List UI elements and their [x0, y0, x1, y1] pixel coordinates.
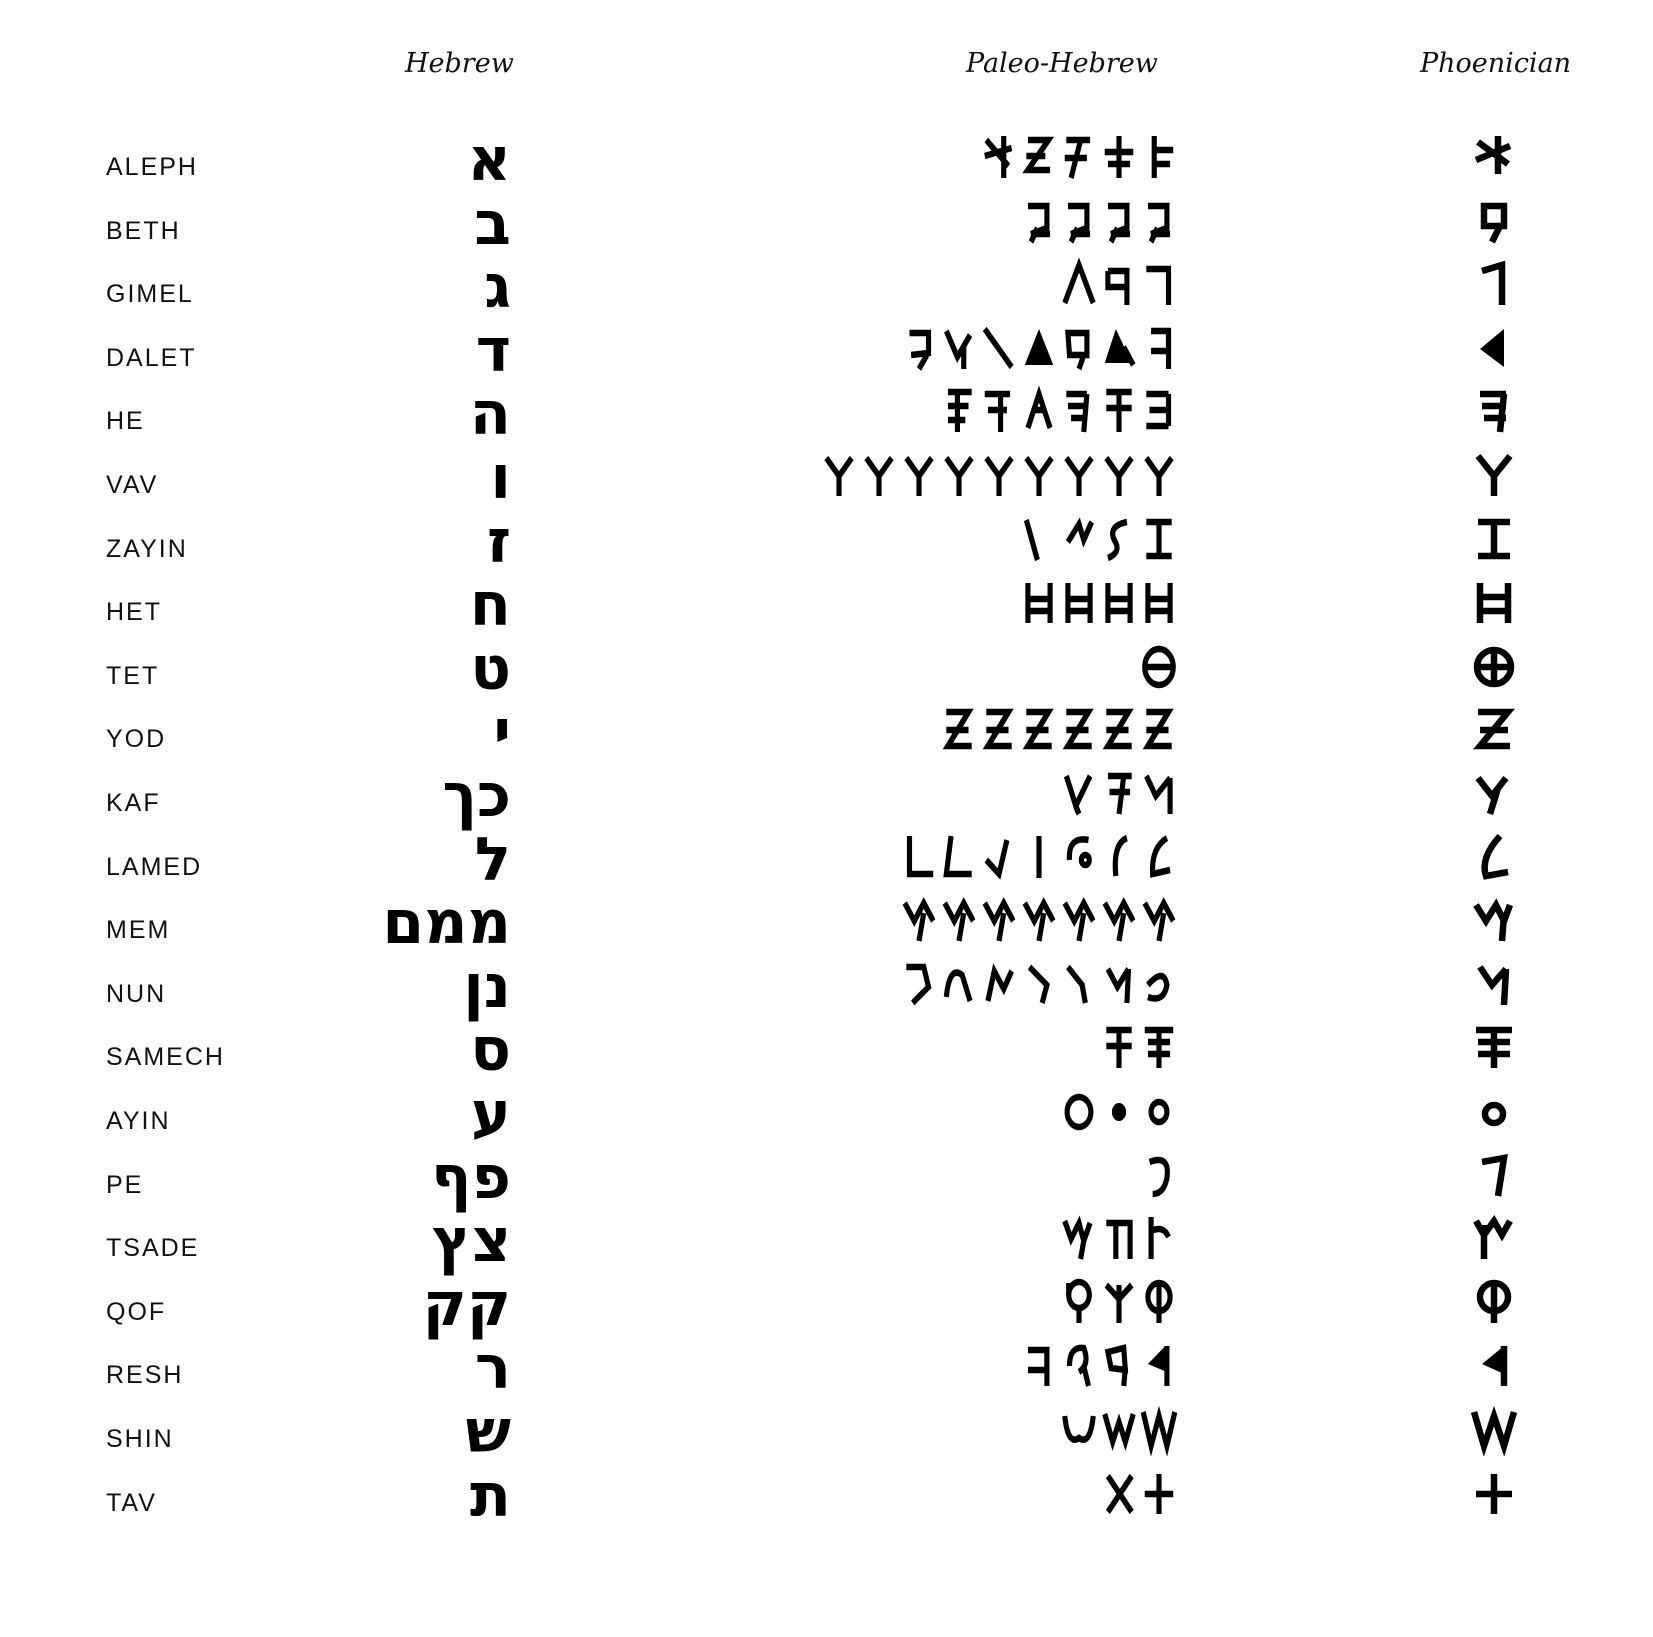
- paleo-hebrew-variants: [1060, 766, 1178, 820]
- phoenician-letter: [1470, 639, 1518, 693]
- paleo-hebrew-variants: [1060, 1402, 1178, 1456]
- phoenician-letter: [1470, 512, 1518, 566]
- paleo-hebrew-variants: [980, 130, 1178, 184]
- letter-row-mem: [0, 888, 1653, 958]
- letter-row-kaf: [0, 761, 1653, 831]
- paleo-glyph-he-6: [1146, 394, 1168, 426]
- paleo-glyph-ayin-1: [1067, 1097, 1091, 1127]
- letter-name: QOF: [106, 1298, 167, 1326]
- paleo-glyph-nun-4: [1030, 967, 1047, 1003]
- paleo-hebrew-variants: [940, 384, 1178, 438]
- paleo-hebrew-variants: [1060, 1211, 1178, 1265]
- letter-name: ALEPH: [106, 153, 198, 181]
- paleo-glyph-he-5: [1106, 392, 1131, 432]
- letter-row-lamed: [0, 825, 1653, 895]
- letter-name: MEM: [106, 916, 171, 944]
- paleo-glyph-yod-5: [1106, 712, 1131, 746]
- paleo-glyph-lamed-3: [986, 840, 1007, 874]
- letter-name: SHIN: [106, 1425, 174, 1453]
- paleo-glyph-nun-7: [1148, 976, 1167, 999]
- letter-row-beth: [0, 189, 1653, 259]
- paleo-hebrew-variants: [1140, 1148, 1178, 1202]
- hebrew-letter: ט: [470, 634, 511, 704]
- paleo-hebrew-variants: [900, 830, 1178, 884]
- paleo-glyph-tav-2: [1145, 1474, 1174, 1514]
- phoenician-glyph-shin: [1474, 1412, 1514, 1446]
- paleo-hebrew-variants: [1020, 194, 1178, 248]
- paleo-hebrew-variants: [1060, 257, 1178, 311]
- phoenician-glyph-zayin: [1478, 522, 1510, 556]
- hebrew-letter: ע: [471, 1079, 511, 1149]
- paleo-glyph-lamed-6: [1115, 838, 1127, 876]
- letter-row-gimel: [0, 252, 1653, 322]
- paleo-hebrew-variants: [940, 702, 1178, 756]
- phoenician-glyph-he: [1480, 394, 1506, 432]
- letter-row-yod: [0, 697, 1653, 767]
- phoenician-glyph-vav: [1478, 456, 1510, 496]
- paleo-glyph-vav-7: [1066, 458, 1091, 496]
- paleo-glyph-kaf-1: [1066, 776, 1090, 814]
- letter-row-het: [0, 570, 1653, 640]
- paleo-glyph-he-2: [985, 394, 1010, 432]
- phoenician-letter: [1470, 194, 1518, 248]
- paleo-glyph-gimel-2: [1108, 271, 1127, 305]
- letter-row-samech: [0, 1015, 1653, 1085]
- letter-name: TET: [106, 662, 160, 690]
- phoenician-glyph-het: [1480, 583, 1508, 623]
- paleo-hebrew-variants: [1100, 1466, 1178, 1520]
- letter-name: SAMECH: [106, 1043, 225, 1071]
- hebrew-letter: ז: [486, 507, 511, 577]
- phoenician-glyph-aleph: [1476, 136, 1510, 174]
- hebrew-letter: ת: [470, 1461, 511, 1531]
- phoenician-glyph-tet: [1477, 650, 1511, 684]
- paleo-glyph-aleph-4: [1105, 136, 1134, 178]
- paleo-glyph-shin-1: [1065, 1416, 1094, 1440]
- paleo-hebrew-variants: [900, 957, 1178, 1011]
- paleo-glyph-beth-3: [1108, 206, 1130, 242]
- paleo-glyph-resh-1: [1028, 1350, 1047, 1386]
- letter-name: LAMED: [106, 853, 203, 881]
- paleo-glyph-tet-1: [1145, 649, 1174, 685]
- letter-name: TSADE: [106, 1234, 200, 1262]
- hebrew-letter: א: [467, 125, 511, 195]
- paleo-glyph-mem-5: [1065, 903, 1094, 941]
- letter-name: VAV: [106, 471, 159, 499]
- paleo-glyph-vav-2: [866, 458, 891, 496]
- phoenician-glyph-tsade: [1476, 1221, 1510, 1259]
- paleo-glyph-tsade-1: [1065, 1221, 1090, 1259]
- phoenician-letter: [1470, 766, 1518, 820]
- paleo-glyph-dalet-5: [1068, 333, 1087, 369]
- paleo-glyph-yod-1: [946, 712, 971, 746]
- phoenician-letter: [1470, 1338, 1518, 1392]
- paleo-glyph-dalet-4: [1025, 329, 1054, 365]
- paleo-glyph-resh-2: [1070, 1348, 1089, 1386]
- phoenician-letter: [1470, 1402, 1518, 1456]
- phoenician-letter: [1470, 957, 1518, 1011]
- paleo-glyph-dalet-3: [985, 329, 1012, 367]
- letter-name: HE: [106, 407, 145, 435]
- phoenician-glyph-tav: [1476, 1474, 1512, 1514]
- phoenician-glyph-qof: [1480, 1281, 1508, 1323]
- paleo-glyph-mem-4: [1025, 903, 1054, 941]
- paleo-glyph-mem-1: [905, 903, 934, 941]
- paleo-glyph-lamed-1: [910, 836, 934, 874]
- phoenician-letter: [1470, 702, 1518, 756]
- paleo-glyph-resh-4: [1148, 1346, 1167, 1386]
- letter-row-pe: [0, 1143, 1653, 1213]
- paleo-glyph-het-3: [1108, 583, 1130, 623]
- paleo-glyph-kaf-2: [1108, 776, 1132, 814]
- header-phoenician: Phoenician: [1420, 48, 1572, 79]
- letter-row-qof: [0, 1270, 1653, 1340]
- paleo-glyph-yod-2: [986, 712, 1011, 746]
- hebrew-letter: ד: [475, 316, 511, 386]
- hebrew-letter: קק: [422, 1270, 511, 1340]
- phoenician-letter: [1470, 1211, 1518, 1265]
- paleo-glyph-dalet-1: [910, 333, 929, 369]
- letter-row-he: [0, 379, 1653, 449]
- phoenician-letter: [1470, 1020, 1518, 1074]
- phoenician-glyph-kaf: [1478, 778, 1506, 814]
- paleo-glyph-vav-4: [946, 458, 971, 496]
- paleo-glyph-lamed-2: [946, 836, 971, 874]
- paleo-glyph-het-2: [1068, 583, 1090, 623]
- hebrew-letter: פף: [431, 1143, 511, 1213]
- paleo-glyph-aleph-3: [1065, 140, 1090, 178]
- paleo-glyph-tav-1: [1108, 1476, 1132, 1512]
- hebrew-letter: ממם: [382, 888, 511, 958]
- letter-name: BETH: [106, 217, 181, 245]
- paleo-glyph-vav-6: [1026, 458, 1051, 496]
- letter-row-tsade: [0, 1206, 1653, 1276]
- paleo-glyph-samech-2: [1145, 1030, 1174, 1068]
- paleo-glyph-lamed-7: [1153, 838, 1171, 874]
- paleo-glyph-dalet-6: [1105, 329, 1134, 365]
- letter-row-zayin: [0, 507, 1653, 577]
- letter-name: PE: [106, 1171, 144, 1199]
- hebrew-letter: ב: [474, 189, 511, 259]
- letter-name: ZAYIN: [106, 535, 188, 563]
- phoenician-letter: [1470, 575, 1518, 629]
- phoenician-glyph-dalet: [1480, 329, 1504, 367]
- paleo-glyph-shin-2: [1105, 1414, 1134, 1442]
- letter-name: KAF: [106, 789, 161, 817]
- paleo-glyph-gimel-3: [1146, 269, 1168, 305]
- hebrew-letter: ל: [474, 825, 511, 895]
- header-hebrew: Hebrew: [405, 48, 514, 79]
- phoenician-glyph-lamed: [1485, 836, 1508, 876]
- paleo-glyph-resh-3: [1108, 1348, 1125, 1386]
- paleo-glyph-qof-2: [1106, 1285, 1131, 1323]
- letter-row-dalet: [0, 316, 1653, 386]
- paleo-hebrew-variants: [900, 893, 1178, 947]
- paleo-glyph-beth-4: [1148, 206, 1170, 242]
- header-paleo-hebrew: Paleo-Hebrew: [966, 48, 1158, 79]
- paleo-glyph-mem-2: [945, 903, 974, 941]
- hebrew-letter: י: [493, 697, 511, 767]
- paleo-hebrew-variants: [820, 448, 1178, 502]
- phoenician-glyph-resh: [1482, 1346, 1504, 1386]
- paleo-glyph-he-3: [1028, 394, 1050, 428]
- paleo-glyph-zayin-3: [1108, 522, 1127, 558]
- paleo-glyph-aleph-5: [1154, 136, 1173, 178]
- letter-row-tav: [0, 1461, 1653, 1531]
- paleo-glyph-mem-7: [1145, 903, 1174, 941]
- phoenician-letter: [1470, 321, 1518, 375]
- letter-name: AYIN: [106, 1107, 171, 1135]
- paleo-glyph-yod-4: [1066, 712, 1091, 746]
- paleo-glyph-nun-2: [946, 973, 970, 1001]
- paleo-glyph-vav-9: [1146, 458, 1171, 496]
- phoenician-glyph-ayin: [1485, 1105, 1503, 1123]
- paleo-glyph-qof-1: [1069, 1282, 1090, 1323]
- phoenician-glyph-nun: [1480, 967, 1506, 1005]
- paleo-hebrew-variants: [1020, 512, 1178, 566]
- paleo-hebrew-variants: [1020, 575, 1178, 629]
- phoenician-letter: [1470, 1084, 1518, 1138]
- phoenician-letter: [1470, 448, 1518, 502]
- paleo-glyph-dalet-7: [1151, 331, 1168, 369]
- letter-name: DALET: [106, 344, 197, 372]
- paleo-glyph-yod-3: [1026, 712, 1051, 746]
- paleo-glyph-nun-3: [988, 971, 1012, 1001]
- paleo-glyph-ayin-3: [1151, 1102, 1167, 1122]
- phoenician-letter: [1470, 1466, 1518, 1520]
- letter-name: HET: [106, 598, 162, 626]
- hebrew-letter: ש: [465, 1397, 511, 1467]
- phoenician-glyph-yod: [1478, 712, 1510, 746]
- letter-name: RESH: [106, 1361, 184, 1389]
- hebrew-letter: ג: [484, 252, 511, 322]
- paleo-glyph-mem-3: [985, 903, 1014, 941]
- paleo-glyph-vav-1: [826, 458, 851, 496]
- paleo-glyph-vav-5: [986, 458, 1011, 496]
- letter-row-tet: [0, 634, 1653, 704]
- letter-row-ayin: [0, 1079, 1653, 1149]
- paleo-glyph-het-4: [1148, 583, 1170, 623]
- phoenician-letter: [1470, 1148, 1518, 1202]
- paleo-hebrew-variants: [1020, 1338, 1178, 1392]
- paleo-hebrew-variants: [900, 321, 1178, 375]
- paleo-glyph-beth-1: [1028, 206, 1050, 242]
- paleo-glyph-vav-8: [1106, 458, 1131, 496]
- paleo-glyph-nun-5: [1068, 967, 1085, 1003]
- phoenician-letter: [1470, 893, 1518, 947]
- phoenician-glyph-pe: [1482, 1158, 1504, 1196]
- phoenician-letter: [1470, 257, 1518, 311]
- paleo-hebrew-variants: [1060, 1084, 1178, 1138]
- paleo-glyph-yod-6: [1146, 712, 1171, 746]
- letter-name: GIMEL: [106, 280, 194, 308]
- paleo-glyph-vav-3: [906, 458, 931, 496]
- hebrew-letter: ו: [490, 443, 511, 513]
- hebrew-letter: ח: [469, 570, 511, 640]
- phoenician-letter: [1470, 384, 1518, 438]
- paleo-glyph-nun-1: [906, 967, 928, 1003]
- paleo-glyph-nun-6: [1108, 969, 1129, 1003]
- phoenician-glyph-gimel: [1482, 265, 1502, 305]
- paleo-glyph-zayin-2: [1068, 522, 1092, 542]
- phoenician-letter: [1470, 830, 1518, 884]
- letter-name: YOD: [106, 725, 167, 753]
- paleo-hebrew-variants: [1060, 1275, 1178, 1329]
- paleo-glyph-aleph-1: [985, 136, 1012, 178]
- paleo-glyph-dalet-2: [946, 331, 970, 369]
- paleo-glyph-he-4: [1066, 394, 1087, 432]
- paleo-glyph-kaf-3: [1146, 776, 1170, 814]
- paleo-hebrew-variants: [1100, 1020, 1178, 1074]
- phoenician-letter: [1470, 1275, 1518, 1329]
- paleo-glyph-he-1: [948, 392, 972, 432]
- paleo-glyph-lamed-5: [1069, 839, 1089, 865]
- hebrew-letter: ה: [469, 379, 511, 449]
- paleo-hebrew-variants: [1140, 639, 1178, 693]
- paleo-glyph-qof-3: [1148, 1281, 1170, 1323]
- paleo-glyph-tsade-3: [1151, 1217, 1168, 1259]
- paleo-glyph-mem-6: [1105, 903, 1134, 941]
- letter-row-resh: [0, 1333, 1653, 1403]
- letter-row-nun: [0, 952, 1653, 1022]
- paleo-glyph-samech-1: [1106, 1030, 1131, 1068]
- phoenician-glyph-beth: [1484, 206, 1504, 242]
- paleo-glyph-pe-1: [1150, 1160, 1168, 1194]
- hebrew-letter: ר: [474, 1333, 511, 1403]
- hebrew-letter: ס: [470, 1015, 511, 1085]
- letter-name: TAV: [106, 1489, 157, 1517]
- paleo-glyph-zayin-4: [1146, 522, 1171, 556]
- phoenician-glyph-mem: [1476, 905, 1510, 941]
- paleo-glyph-ayin-2: [1112, 1103, 1126, 1121]
- paleo-glyph-shin-3: [1143, 1412, 1175, 1446]
- paleo-glyph-beth-2: [1068, 206, 1090, 242]
- hebrew-letter: צץ: [432, 1206, 511, 1276]
- letter-row-shin: [0, 1397, 1653, 1467]
- hebrew-letter: נן: [463, 952, 511, 1022]
- phoenician-letter: [1470, 130, 1518, 184]
- paleo-glyph-zayin-1: [1026, 520, 1037, 560]
- letter-name: NUN: [106, 980, 167, 1008]
- paleo-glyph-het-1: [1028, 583, 1050, 623]
- paleo-glyph-aleph-2: [1026, 140, 1050, 170]
- letter-row-aleph: [0, 125, 1653, 195]
- paleo-glyph-gimel-1: [1065, 265, 1094, 303]
- paleo-glyph-tsade-2: [1106, 1223, 1130, 1259]
- hebrew-letter: כך: [442, 761, 511, 831]
- letter-row-vav: [0, 443, 1653, 513]
- phoenician-glyph-samech: [1476, 1030, 1512, 1068]
